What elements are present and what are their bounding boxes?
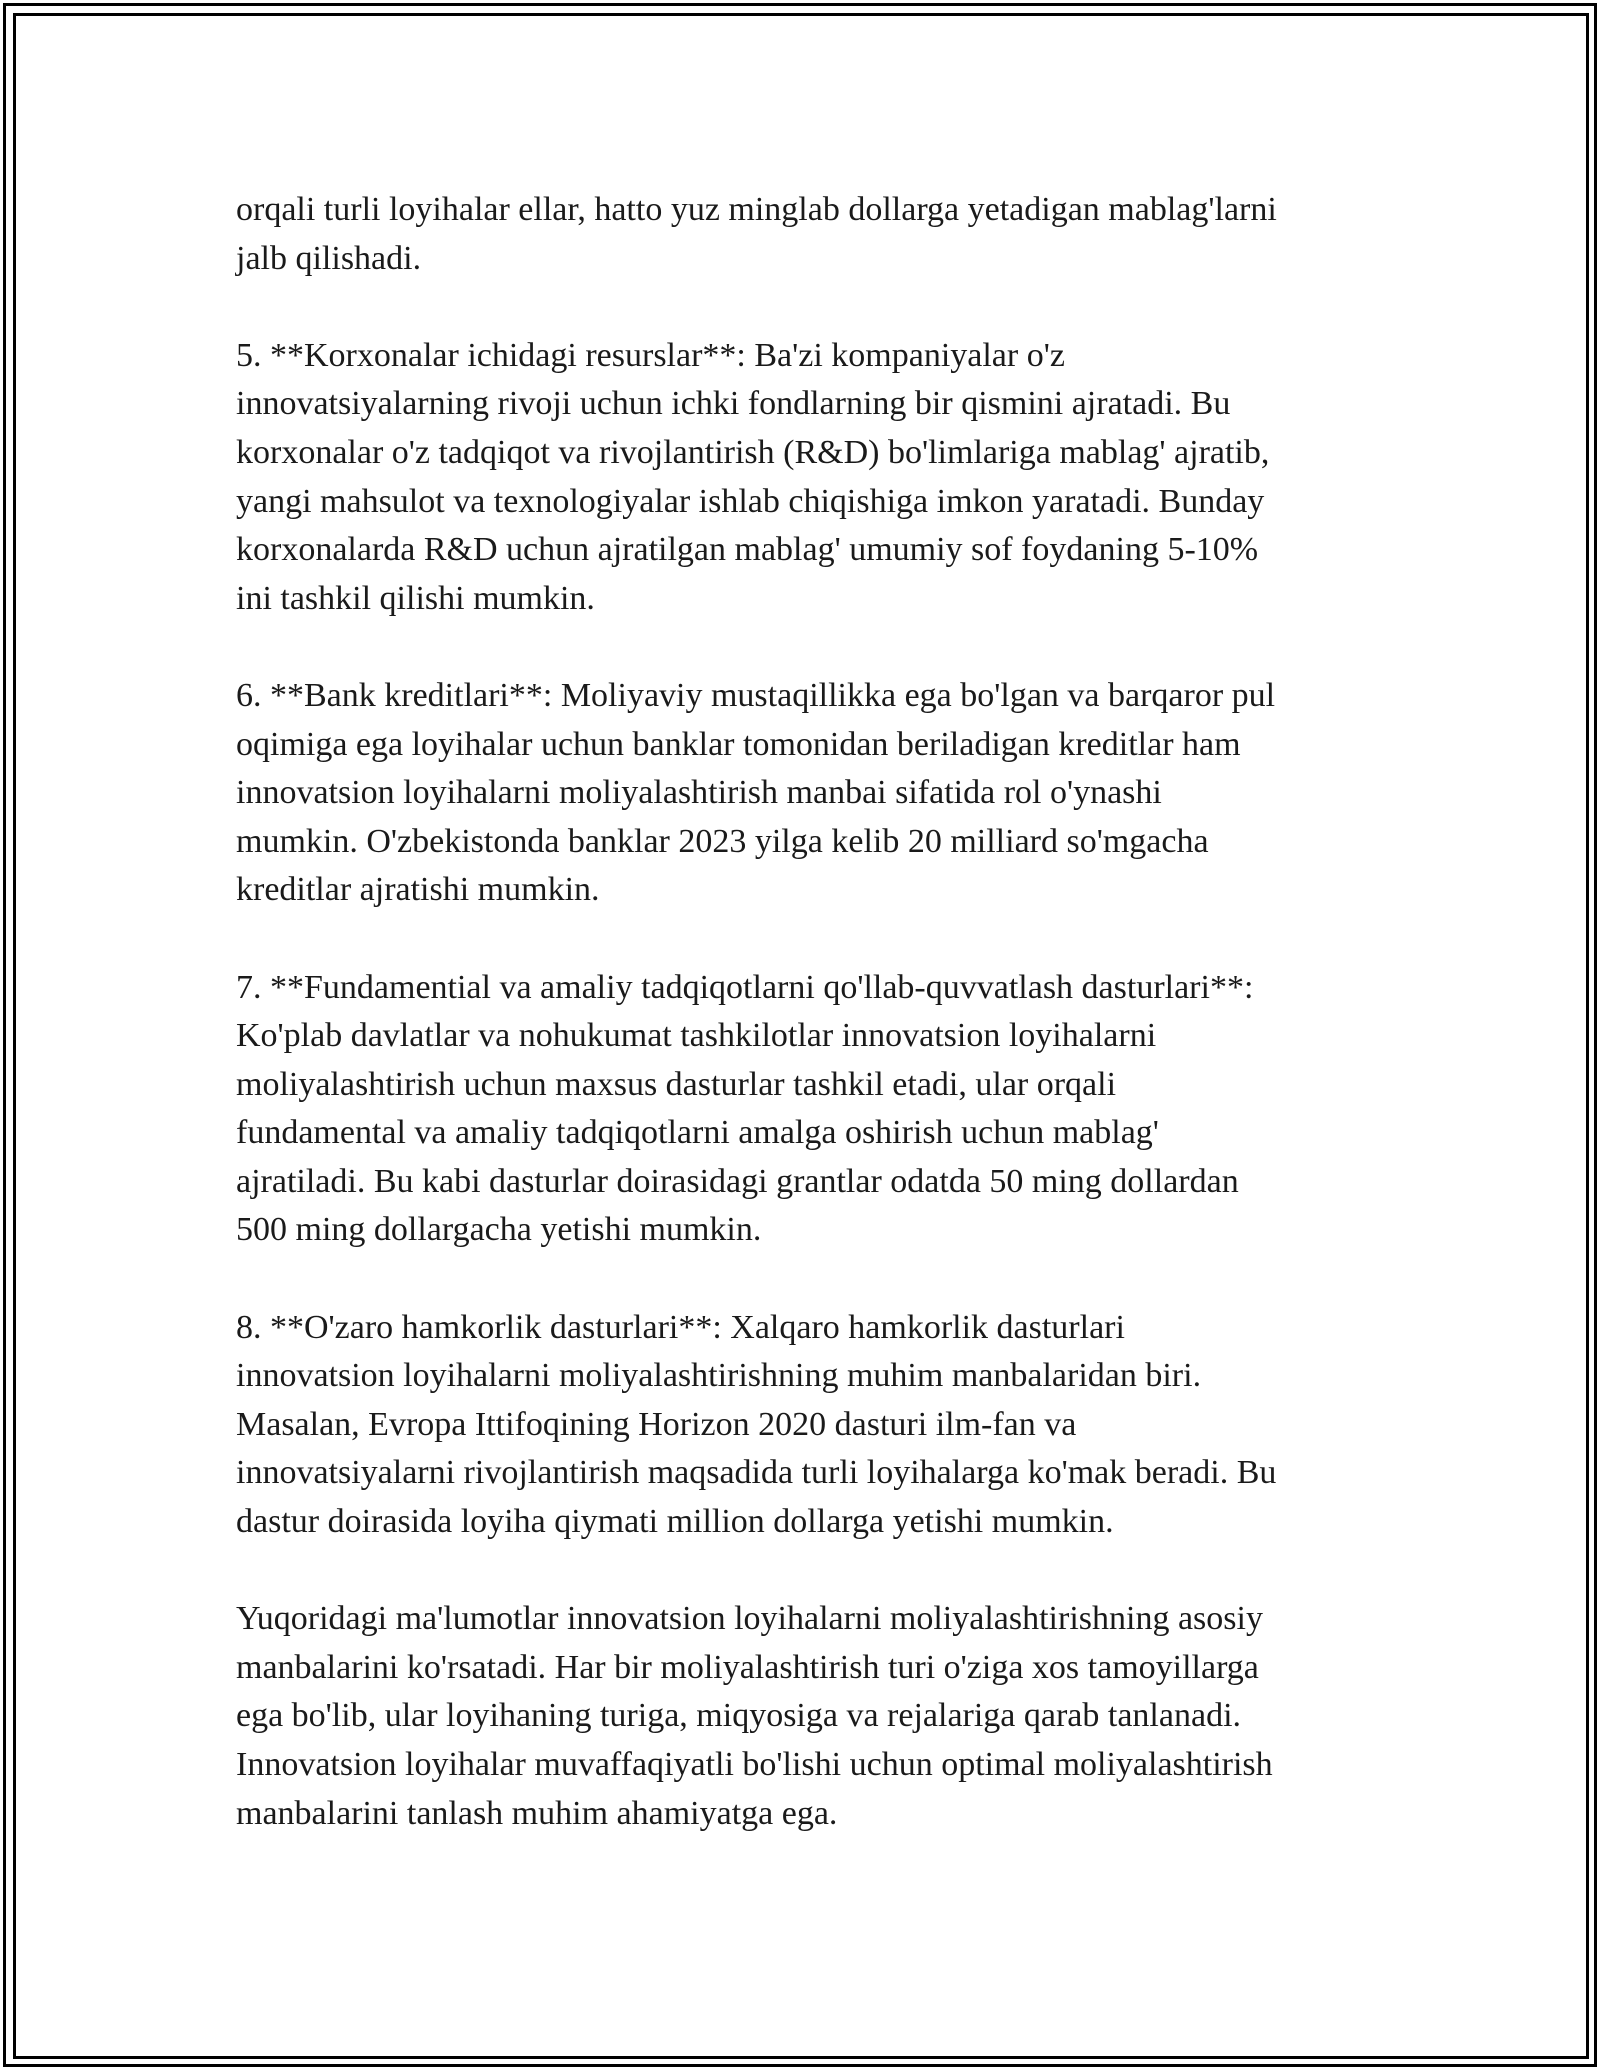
text-line: Yuqoridagi ma'lumotlar innovatsion loyihalarni moliyalashtirishning asosiy xyxy=(236,1600,1263,1638)
paragraph-item-8 xyxy=(236,1304,1376,1547)
text-line: 6. **Bank kreditlari**: Moliyaviy mustaqillikka ega bo'lgan va barqaror pul xyxy=(236,676,1276,714)
text-line: mumkin. O'zbekistonda banklar 2023 yilga kelib 20 milliard so'mgacha xyxy=(236,822,1209,860)
text-line: 500 ming dollargacha yetishi mumkin. xyxy=(236,1211,762,1249)
text-line: ega bo'lib, ular loyihaning turiga, miqyosiga va rejalariga qarab tanlanadi. xyxy=(236,1697,1242,1735)
text-line: jalb qilishadi. xyxy=(236,239,422,277)
text-line: innovatsiyalarni rivojlantirish maqsadida turli loyihalarga ko'mak beradi. Bu xyxy=(236,1454,1277,1492)
text-line: korxonalar o'z tadqiqot va rivojlantirish (R&D) bo'limlariga mablag' ajratib, xyxy=(236,433,1270,471)
text-line: ajratiladi. Bu kabi dasturlar doirasidagi grantlar odatda 50 ming dollardan xyxy=(236,1162,1239,1200)
text-line: yangi mahsulot va texnologiyalar ishlab chiqishiga imkon yaratadi. Bunday xyxy=(236,482,1265,520)
paragraph-item-5 xyxy=(236,332,1376,624)
text-line: moliyalashtirish uchun maxsus dasturlar tashkil etadi, ular orqali xyxy=(236,1065,1117,1103)
text-line: innovatsion loyihalarni moliyalashtirishning muhim manbalaridan biri. xyxy=(236,1357,1202,1395)
text-line: Masalan, Evropa Ittifoqining Horizon 2020 dasturi ilm-fan va xyxy=(236,1405,1077,1443)
text-line: korxonalarda R&D uchun ajratilgan mablag' umumiy sof foydaning 5-10% xyxy=(236,531,1259,569)
paragraph-conclusion xyxy=(236,1595,1376,1838)
text-line: 5. **Korxonalar ichidagi resurslar**: Ba'zi kompaniyalar o'z xyxy=(236,336,1065,374)
text-line: innovatsion loyihalarni moliyalashtirish manbai sifatida rol o'ynashi xyxy=(236,774,1162,812)
text-line: manbalarini tanlash muhim ahamiyatga ega. xyxy=(236,1794,838,1832)
text-line: Innovatsion loyihalar muvaffaqiyatli bo'lishi uchun optimal moliyalashtirish xyxy=(236,1746,1273,1783)
paragraph-item-7 xyxy=(236,964,1376,1256)
text-line: kreditlar ajratishi mumkin. xyxy=(236,871,600,909)
text-line: innovatsiyalarning rivoji uchun ichki fondlarning bir qismini ajratadi. Bu xyxy=(236,385,1231,423)
text-line: fundamental va amaliy tadqiqotlarni amalga oshirish uchun mablag' xyxy=(236,1114,1159,1152)
text-line: orqali turli loyihalar ellar, hatto yuz minglab dollarga yetadigan mablag'larni xyxy=(236,191,1277,228)
text-line: oqimiga ega loyihalar uchun banklar tomonidan beriladigan kreditlar ham xyxy=(236,725,1241,763)
text-line: 7. **Fundamential va amaliy tadqiqotlarni qo'llab-quvvatlash dasturlari**: xyxy=(236,968,1254,1006)
document-body xyxy=(236,186,1376,1887)
text-line: ini tashkil qilishi mumkin. xyxy=(236,579,595,617)
paragraph-continuation xyxy=(236,186,1376,283)
text-line: 8. **O'zaro hamkorlik dasturlari**: Xalqaro hamkorlik dasturlari xyxy=(236,1308,1125,1346)
paragraph-item-6 xyxy=(236,672,1376,915)
text-line: Ko'plab davlatlar va nohukumat tashkilotlar innovatsion loyihalarni xyxy=(236,1017,1157,1055)
text-line: manbalarini ko'rsatadi. Har bir moliyalashtirish turi o'ziga xos tamoyillarga xyxy=(236,1648,1259,1686)
text-line: dastur doirasida loyiha qiymati million dollarga yetishi mumkin. xyxy=(236,1503,1114,1541)
